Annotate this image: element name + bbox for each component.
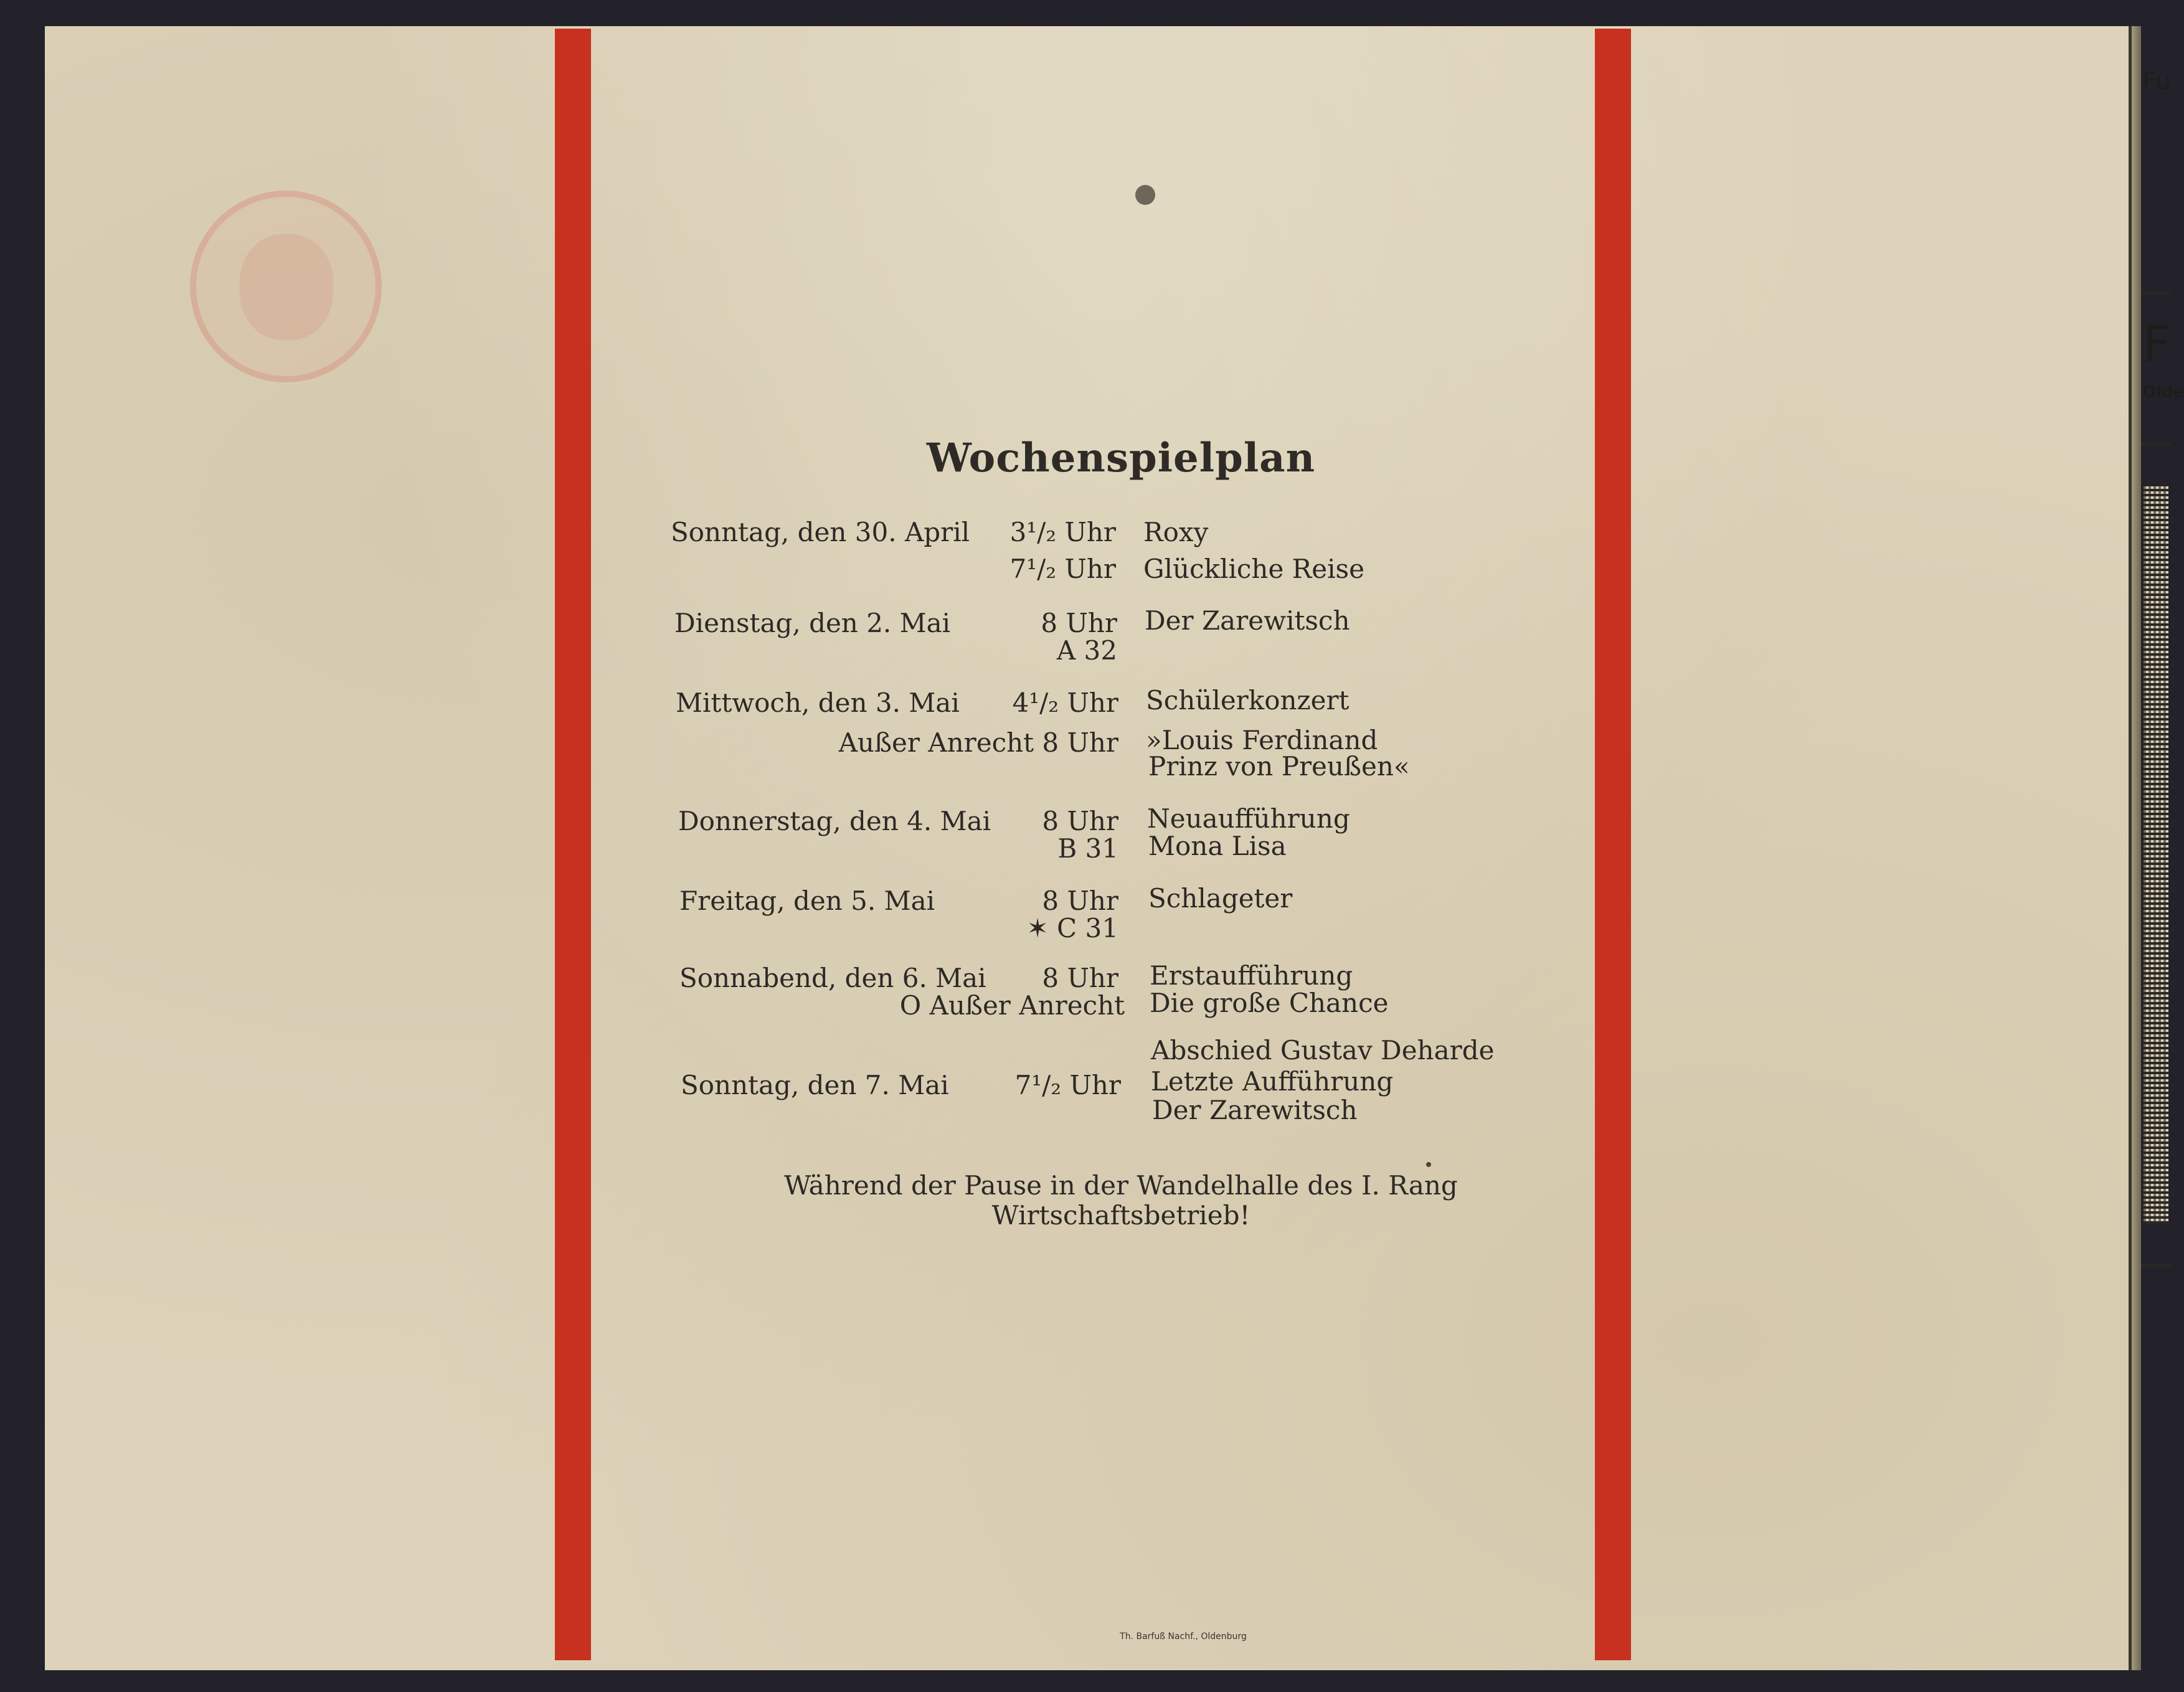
schedule-date: Freitag, den 5. Mai [679, 886, 935, 916]
schedule-play: Letzte Aufführung [1151, 1066, 1394, 1097]
next-page-rule [2141, 1264, 2171, 1267]
punch-hole [1135, 185, 1155, 205]
schedule-play: Der Zarewitsch [1145, 605, 1350, 636]
schedule-date: Dienstag, den 2. Mai [674, 608, 951, 638]
schedule-play: Mona Lisa [1148, 831, 1287, 861]
schedule-play: »Louis Ferdinand [1146, 725, 1378, 755]
schedule-play: Glückliche Reise [1143, 554, 1364, 584]
schedule-subscription: A 32 [1056, 635, 1117, 666]
schedule-date: Sonnabend, den 6. Mai [679, 963, 986, 993]
schedule-date: Mittwoch, den 3. Mai [676, 688, 960, 718]
schedule-date: Sonntag, den 7. Mai [681, 1070, 949, 1100]
printer-imprint: Th. Barfuß Nachf., Oldenburg [1120, 1632, 1247, 1642]
schedule-subscription: O Außer Anrecht [899, 990, 1125, 1021]
faded-stamp [190, 191, 382, 382]
schedule-date: Sonntag, den 30. April [671, 517, 970, 547]
schedule-time: 7¹/₂ Uhr [1014, 1070, 1121, 1100]
schedule-play: Schlageter [1148, 883, 1293, 914]
page-title: Wochenspielplan [926, 435, 1316, 481]
schedule-time: 8 Uhr [1042, 963, 1118, 993]
intermission-note-line2: Wirtschaftsbetrieb! [991, 1200, 1250, 1231]
schedule-play: Neuaufführung [1147, 803, 1350, 834]
page-gutter [2129, 26, 2132, 1670]
next-page-pattern [2144, 486, 2168, 1224]
next-page-rule [2141, 291, 2171, 295]
ink-speck [1426, 1162, 1431, 1167]
schedule-play: Schülerkonzert [1146, 685, 1350, 716]
next-page-fragment: Fu [2142, 67, 2172, 96]
schedule-date: Donnerstag, den 4. Mai [678, 806, 991, 836]
schedule-date: Außer Anrecht 8 Uhr [838, 727, 1118, 758]
schedule-play: Prinz von Preußen« [1148, 751, 1410, 782]
intermission-note: Während der Pause in der Wandelhalle des I. Rang [784, 1170, 1458, 1201]
schedule-subscription: B 31 [1057, 833, 1118, 864]
next-page-fragment: Olde [2142, 383, 2184, 402]
schedule-time: 7¹/₂ Uhr [1009, 554, 1116, 584]
schedule-time: 3¹/₂ Uhr [1009, 517, 1116, 547]
right-red-stripe [1595, 29, 1631, 1660]
schedule-time: 8 Uhr [1042, 806, 1118, 836]
schedule-time: 8 Uhr [1042, 886, 1118, 916]
schedule-subscription: ✶ C 31 [1026, 913, 1118, 943]
left-red-stripe [555, 29, 591, 1660]
schedule-play: Der Zarewitsch [1152, 1095, 1358, 1125]
schedule-time: 8 Uhr [1041, 608, 1117, 638]
schedule-play: Roxy [1143, 517, 1209, 547]
next-page-rule [2141, 442, 2171, 445]
schedule-play: Die große Chance [1150, 988, 1389, 1018]
schedule-play: Abschied Gustav Deharde [1151, 1035, 1495, 1066]
schedule-play: Erstaufführung [1150, 960, 1353, 991]
next-page-fragment: F [2142, 315, 2172, 373]
schedule-time: 4¹/₂ Uhr [1012, 688, 1118, 718]
